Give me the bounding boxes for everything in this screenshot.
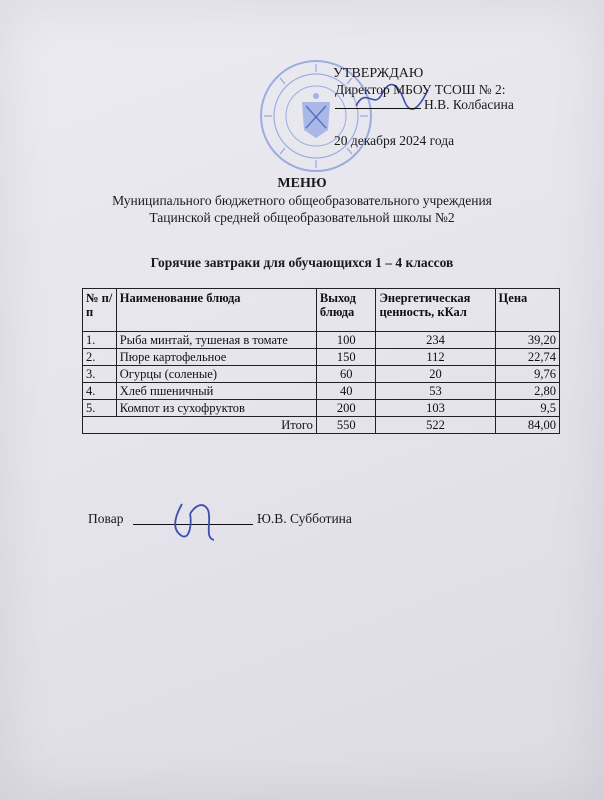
row-energy: 112 — [376, 349, 495, 366]
row-num: 4. — [83, 383, 117, 400]
cook-label: Повар — [88, 511, 124, 526]
row-output: 60 — [316, 366, 376, 383]
total-output: 550 — [316, 417, 376, 434]
total-energy: 522 — [376, 417, 495, 434]
row-name: Компот из сухофруктов — [116, 400, 316, 417]
row-price: 39,20 — [495, 332, 559, 349]
row-energy: 20 — [376, 366, 495, 383]
table-row — [83, 383, 560, 400]
total-row — [83, 417, 560, 434]
row-price: 2,80 — [495, 383, 559, 400]
row-price: 22,74 — [495, 349, 559, 366]
header-output: Выход блюда — [316, 289, 376, 332]
row-num: 2. — [83, 349, 117, 366]
row-name: Рыба минтай, тушеная в томате — [116, 332, 316, 349]
approval-date: 20 декабря 2024 года — [334, 133, 455, 148]
total-price: 84,00 — [495, 417, 559, 434]
row-price: 9,76 — [495, 366, 559, 383]
approve-heading: УТВЕРЖДАЮ — [333, 66, 424, 81]
table-header-row — [83, 289, 560, 332]
menu-table — [82, 288, 560, 434]
row-num: 1. — [83, 332, 117, 349]
table-row — [83, 366, 560, 383]
row-output: 100 — [316, 332, 376, 349]
row-energy: 53 — [376, 383, 495, 400]
header-num: № п/п — [83, 289, 117, 332]
row-name: Хлеб пшеничный — [116, 383, 316, 400]
organization-line-2: Тацинской средней общеобразовательной школы №2 — [149, 210, 455, 225]
cook-signature-icon — [168, 500, 220, 544]
menu-subtitle: Горячие завтраки для обучающихся 1 – 4 классов — [150, 255, 454, 270]
row-output: 40 — [316, 383, 376, 400]
row-energy: 234 — [376, 332, 495, 349]
header-price: Цена — [495, 289, 559, 332]
header-energy: Энергетическая ценность, кКал — [376, 289, 495, 332]
header-name: Наименование блюда — [116, 289, 316, 332]
total-label: Итого — [83, 417, 317, 434]
director-title: Директор МБОУ ТСОШ № 2: — [335, 82, 506, 97]
row-price: 9,5 — [495, 400, 559, 417]
director-name: Н.В. Колбасина — [424, 97, 514, 112]
cook-name: Ю.В. Субботина — [257, 511, 352, 526]
table-row — [83, 400, 560, 417]
document-title: МЕНЮ — [277, 176, 327, 191]
row-name: Пюре картофельное — [116, 349, 316, 366]
row-energy: 103 — [376, 400, 495, 417]
organization-line-1: Муниципального бюджетного общеобразовательного учреждения — [112, 193, 492, 208]
row-num: 5. — [83, 400, 117, 417]
row-output: 200 — [316, 400, 376, 417]
row-name: Огурцы (соленые) — [116, 366, 316, 383]
table-row — [83, 332, 560, 349]
director-signature-line — [335, 108, 421, 109]
row-num: 3. — [83, 366, 117, 383]
table-row — [83, 349, 560, 366]
row-output: 150 — [316, 349, 376, 366]
